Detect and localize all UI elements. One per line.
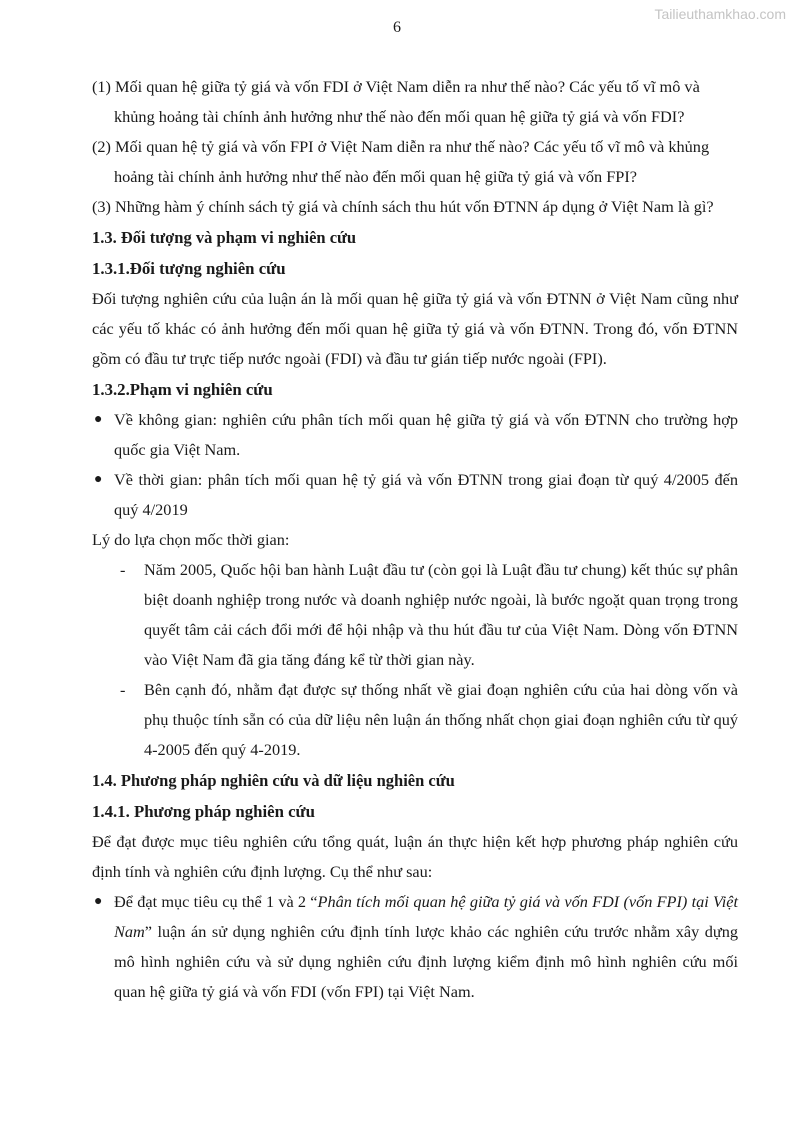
reason-text-2: Bên cạnh đó, nhằm đạt được sự thống nhất về giai đoạn nghiên cứu của hai dòng vốn và phụ thuộc tính sẵn có của dữ liệu nên luận án thống nhất chọn giai đoạn nghiên cứu từ quý 4-2005 đến quý 4-2019. (144, 680, 738, 759)
dash-icon: - (120, 680, 126, 699)
research-question-3: (3) Những hàm ý chính sách tỷ giá và chính sách thu hút vốn ĐTNN áp dụng ở Việt Nam là gì? (92, 197, 714, 216)
page-content (92, 72, 738, 1007)
scope-bullet-list (92, 405, 738, 525)
section-heading-1-4: 1.4. Phương pháp nghiên cứu và dữ liệu nghiên cứu (92, 771, 455, 790)
subsection-heading-1-3-2: 1.3.2.Phạm vi nghiên cứu (92, 380, 273, 399)
page-number: 6 (393, 19, 401, 36)
method-bullet-suffix: ” luận án sử dụng nghiên cứu định tính lược khảo các nghiên cứu trước nhằm xây dựng mô hình nghiên cứu và sử dụng nghiên cứu định lượng kiểm định mô hình nghiên cứu mối quan hệ giữa tỷ giá và vốn FDI (vốn FPI) tại Việt Nam. (114, 922, 738, 1001)
list-item (92, 675, 738, 765)
research-object-paragraph: Đối tượng nghiên cứu của luận án là mối quan hệ giữa tỷ giá và vốn ĐTNN ở Việt Nam cũng như các yếu tố khác có ảnh hưởng đến mối quan hệ giữa tỷ giá và vốn ĐTNN. Trong đó, vốn ĐTNN gồm có đầu tư trực tiếp nước ngoài (FDI) và đầu tư gián tiếp nước ngoài (FPI). (92, 289, 738, 368)
section-heading-1-3: 1.3. Đối tượng và phạm vi nghiên cứu (92, 228, 357, 247)
subsection-heading-1-3-1: 1.3.1.Đối tượng nghiên cứu (92, 259, 286, 278)
scope-space-text: Về không gian: nghiên cứu phân tích mối quan hệ giữa tỷ giá và vốn ĐTNN cho trường hợp quốc gia Việt Nam. (114, 410, 738, 459)
reason-text-1: Năm 2005, Quốc hội ban hành Luật đầu tư (còn gọi là Luật đầu tư chung) kết thúc sự phân biệt doanh nghiệp trong nước và doanh nghiệp nước ngoài, là bước ngoặt quan trọng trong quyết tâm cải cách đổi mới để hội nhập và thu hút đầu tư của Việt Nam. Dòng vốn ĐTNN vào Việt Nam đã gia tăng đáng kể từ thời gian này. (144, 560, 738, 669)
research-question-1: (1) Mối quan hệ giữa tỷ giá và vốn FDI ở Việt Nam diễn ra như thế nào? Các yếu tố vĩ mô và khủng hoảng tài chính ảnh hưởng như thế nào đến mối quan hệ giữa tỷ giá và vốn FDI? (92, 77, 700, 126)
method-bullet-prefix: Để đạt mục tiêu cụ thể 1 và 2 “ (114, 892, 318, 911)
list-item (92, 405, 738, 465)
list-item (92, 887, 738, 1007)
reason-dash-list (92, 555, 738, 765)
subsection-heading-1-4-1: 1.4.1. Phương pháp nghiên cứu (92, 802, 315, 821)
list-item (92, 465, 738, 525)
method-bullet-italic: Phân tích mối quan hệ giữa tỷ giá và vốn FDI (vốn FPI) tại Việt Nam (114, 892, 738, 941)
bullet-icon: ● (94, 894, 103, 909)
list-item (92, 555, 738, 675)
method-bullet-list (92, 887, 738, 1007)
scope-time-text: Về thời gian: phân tích mối quan hệ tỷ giá và vốn ĐTNN trong giai đoạn từ quý 4/2005 đến quý 4/2019 (114, 470, 738, 519)
dash-icon: - (120, 560, 126, 579)
research-questions (92, 72, 738, 222)
watermark: Tailieuthamkhao.com (654, 6, 786, 22)
method-paragraph: Để đạt được mục tiêu nghiên cứu tổng quát, luận án thực hiện kết hợp phương pháp nghiên cứu định tính và nghiên cứu định lượng. Cụ thể như sau: (92, 832, 738, 881)
bullet-icon: ● (94, 472, 103, 487)
bullet-icon: ● (94, 412, 103, 427)
research-question-2: (2) Mối quan hệ tỷ giá và vốn FPI ở Việt Nam diễn ra như thế nào? Các yếu tố vĩ mô và khủng hoảng tài chính ảnh hưởng như thế nào đến mối quan hệ giữa tỷ giá và vốn FPI? (92, 137, 710, 186)
reason-intro: Lý do lựa chọn mốc thời gian: (92, 530, 290, 549)
